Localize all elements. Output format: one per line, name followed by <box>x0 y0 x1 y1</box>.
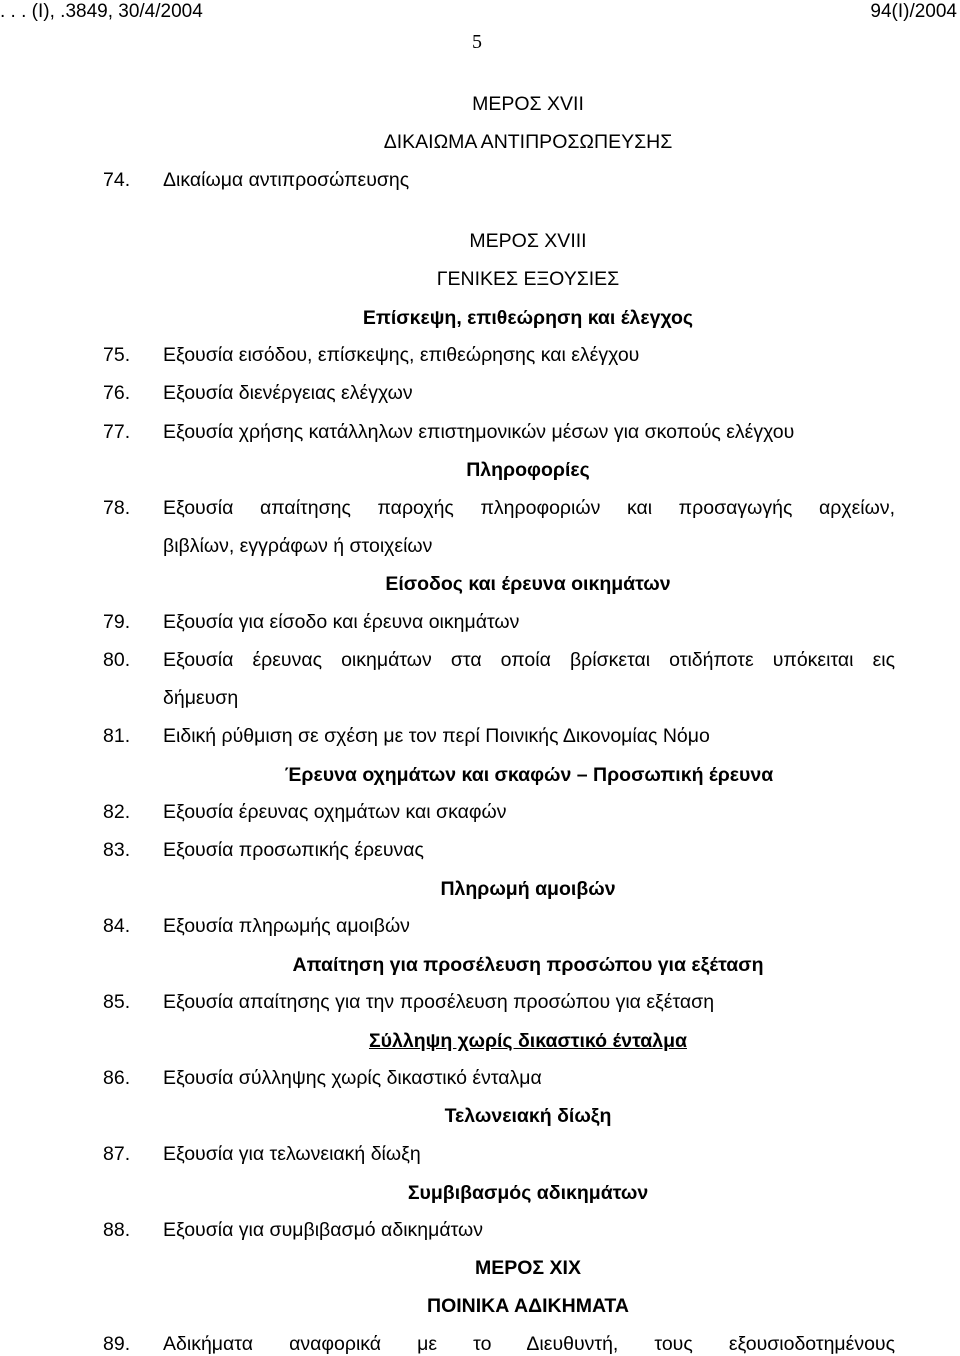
item-text: Εξουσία απαίτησης παροχής πληροφοριών και προσαγωγής αρχείων, <box>163 497 895 519</box>
item-number: 80. <box>103 649 131 671</box>
header-law-number: 94(Ι)/2004 <box>870 1 957 22</box>
page-number: 5 <box>472 31 482 53</box>
item-text: Εξουσία χρήσης κατάλληλων επιστημονικών μέσων για σκοπούς ελέγχου <box>163 421 795 443</box>
item-number: 78. <box>103 497 131 519</box>
heading-information: Πληροφορίες <box>466 459 590 481</box>
header-document-ref: . . . (Ι), .3849, 30/4/2004 <box>0 1 203 22</box>
item-text: Αδικήματα αναφορικά με το Διευθυντή, τους εξουσιοδοτημένους <box>163 1333 895 1355</box>
item-number: 82. <box>103 801 131 823</box>
heading-attendance: Απαίτηση για προσέλευση προσώπου για εξέταση <box>292 954 764 976</box>
part-17-title: ΜΕΡΟΣ XVII <box>472 93 584 115</box>
item-text: Εξουσία εισόδου, επίσκεψης, επιθεώρησης και ελέγχου <box>163 344 640 366</box>
part-17-subtitle: ΔΙΚΑΙΩΜΑ ΑΝΤΙΠΡΟΣΩΠΕΥΣΗΣ <box>383 131 673 153</box>
item-number: 83. <box>103 839 131 861</box>
item-number: 79. <box>103 611 131 633</box>
part-19-subtitle: ΠΟΙΝΙΚΑ ΑΔΙΚΗΜΑΤΑ <box>427 1295 629 1317</box>
item-number: 75. <box>103 344 131 366</box>
item-text: Εξουσία έρευνας οικημάτων στα οποία βρίσκεται οτιδήποτε υπόκειται εις <box>163 649 895 671</box>
part-18-title: ΜΕΡΟΣ XVIII <box>469 230 587 252</box>
part-19-title: ΜΕΡΟΣ XIX <box>475 1257 581 1279</box>
item-number: 89. <box>103 1333 131 1355</box>
heading-payment: Πληρωμή αμοιβών <box>440 878 616 900</box>
item-number: 87. <box>103 1143 131 1165</box>
item-text: Εξουσία πληρωμής αμοιβών <box>163 915 410 937</box>
part-18-subtitle: ΓΕΝΙΚΕΣ ΕΞΟΥΣΙΕΣ <box>436 268 620 290</box>
item-text: Εξουσία έρευνας οχημάτων και σκαφών <box>163 801 507 823</box>
item-text: Εξουσία διενέργειας ελέγχων <box>163 382 413 404</box>
heading-inspection: Επίσκεψη, επιθεώρηση και έλεγχος <box>362 307 694 329</box>
item-text-continued: βιβλίων, εγγράφων ή στοιχείων <box>163 535 433 557</box>
item-number: 88. <box>103 1219 131 1241</box>
item-text: Εξουσία σύλληψης χωρίς δικαστικό ένταλμα <box>163 1067 542 1089</box>
item-number: 74. <box>103 169 131 191</box>
heading-search: Έρευνα οχημάτων και σκαφών – Προσωπική έρευνα <box>284 764 774 786</box>
heading-customs: Τελωνειακή δίωξη <box>444 1105 612 1127</box>
item-number: 86. <box>103 1067 131 1089</box>
item-text: Δικαίωμα αντιπροσώπευσης <box>163 169 410 191</box>
item-number: 85. <box>103 991 131 1013</box>
item-text: Εξουσία για είσοδο και έρευνα οικημάτων <box>163 611 520 633</box>
item-text: Ειδική ρύθμιση σε σχέση με τον περί Ποινικής Δικονομίας Νόμο <box>163 725 710 747</box>
item-text: Εξουσία προσωπικής έρευνας <box>163 839 424 861</box>
item-number: 81. <box>103 725 131 747</box>
heading-compounding: Συμβιβασμός αδικημάτων <box>407 1182 649 1204</box>
item-text: Εξουσία απαίτησης για την προσέλευση προσώπου για εξέταση <box>163 991 715 1013</box>
item-text: Εξουσία για τελωνειακή δίωξη <box>163 1143 421 1165</box>
item-number: 76. <box>103 382 131 404</box>
item-number: 84. <box>103 915 131 937</box>
item-text: Εξουσία για συμβιβασμό αδικημάτων <box>163 1219 484 1241</box>
heading-arrest: Σύλληψη χωρίς δικαστικό ένταλμα <box>368 1030 688 1052</box>
item-text-continued: δήμευση <box>163 687 239 709</box>
item-number: 77. <box>103 421 131 443</box>
heading-entry: Είσοδος και έρευνα οικημάτων <box>385 573 671 595</box>
